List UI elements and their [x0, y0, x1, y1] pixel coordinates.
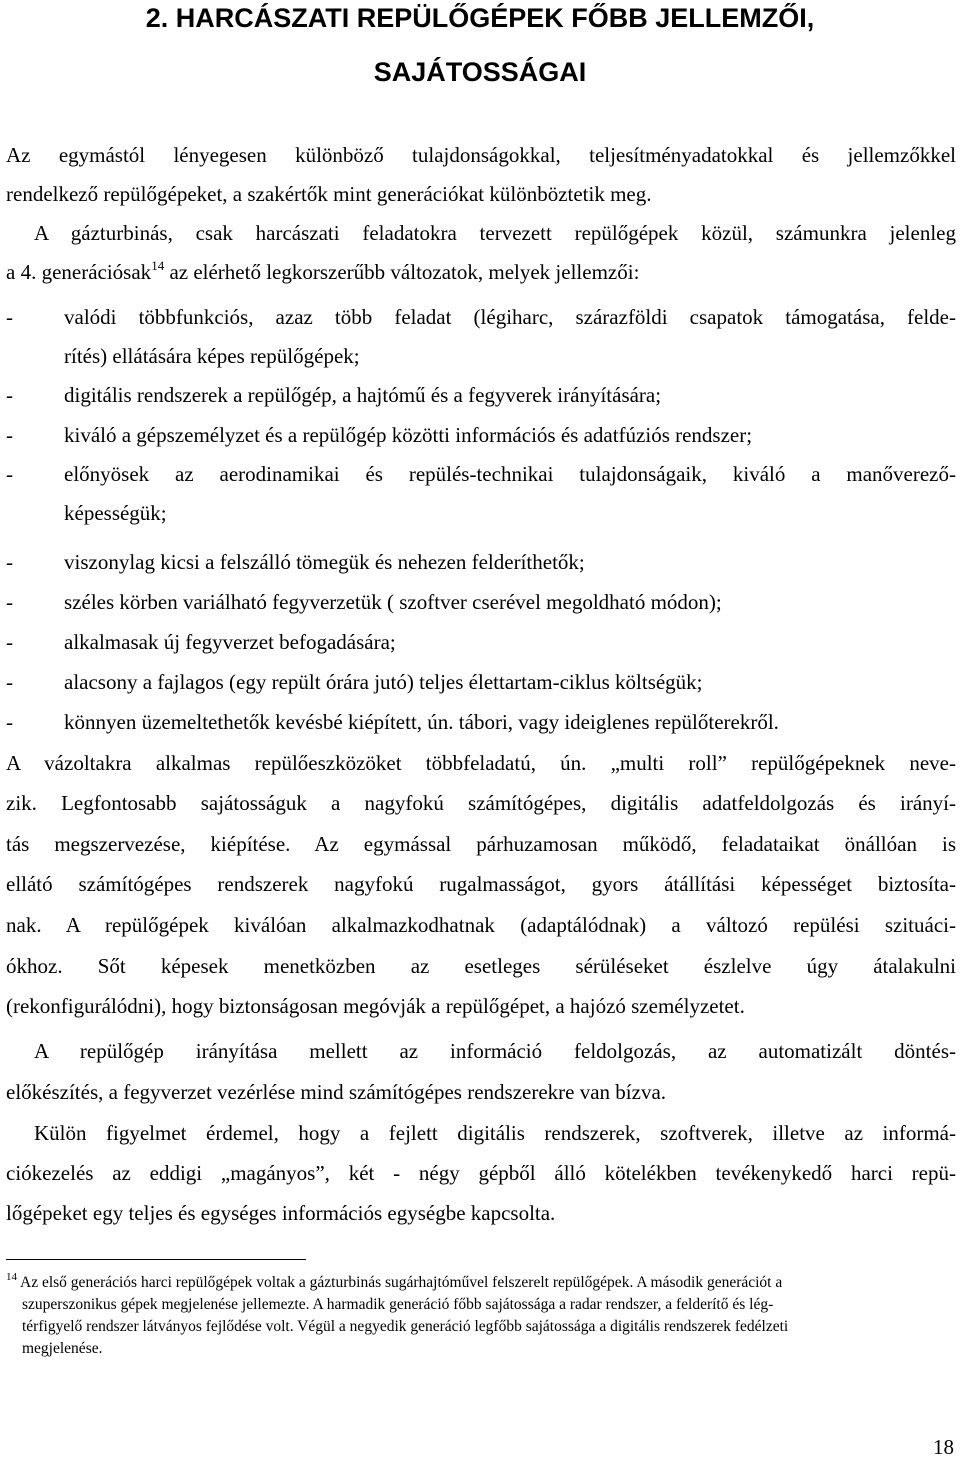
list-bullet: -	[6, 462, 13, 486]
list-item-text: alkalmasak új fegyverzet befogadására;	[64, 630, 396, 654]
text-line: ókhoz. Sőt képesek menetközben az esetleges sérüléseket észlelve úgy átalakulni	[6, 954, 956, 978]
list-bullet: -	[6, 590, 13, 614]
text-line: (rekonfigurálódni), hogy biztonságosan megóvják a repülőgépet, a hajózó személyzetet.	[6, 994, 745, 1018]
list-bullet: -	[6, 670, 13, 694]
text-line: Az egymástól lényegesen különböző tulajdonságokkal, teljesítményadatokkal és jellemzőkkel	[6, 143, 956, 167]
footnote-separator	[6, 1259, 306, 1260]
list-item-text: könnyen üzemeltethetők kevésbé kiépített, ún. tábori, vagy ideiglenes repülőterekről.	[64, 710, 779, 734]
text-line: Külön figyelmet érdemel, hogy a fejlett digitális rendszerek, szoftverek, illetve az informá-	[34, 1121, 956, 1145]
list-item-text: kiváló a gépszemélyzet és a repülőgép közötti információs és adatfúziós rendszer;	[64, 423, 753, 447]
text-line: tás megszervezése, kiépítése. Az egymással párhuzamosan működő, feladataikat önállóan is	[6, 832, 956, 856]
footnote-line: szuperszonikus gépek megjelenése jellemezte. A harmadik generáció főbb sajátossága a radar rendszer, a felderítő és lég-	[22, 1296, 774, 1313]
list-item-text: alacsony a fajlagos (egy repült órára jutó) teljes élettartam-ciklus költségük;	[64, 670, 703, 694]
text-line: rendelkező repülőgépeket, a szakértők mint generációkat különböztetik meg.	[6, 182, 652, 206]
list-item-continuation: rítés) ellátására képes repülőgépek;	[64, 344, 360, 368]
list-item-text: viszonylag kicsi a felszálló tömegük és nehezen felderíthetők;	[64, 550, 585, 574]
list-bullet: -	[6, 550, 13, 574]
footnote-line: megjelenése.	[22, 1340, 103, 1357]
list-bullet: -	[6, 630, 13, 654]
text-line: A repülőgép irányítása mellett az információ feldolgozás, az automatizált döntés-	[34, 1039, 956, 1063]
text-line: A gázturbinás, csak harcászati feladatokra tervezett repülőgépek közül, számunkra jelenleg	[34, 221, 956, 245]
footnote-text: Az első generációs harci repülőgépek voltak a gázturbinás sugárhajtóművel felszerelt repülőgépek. A második generációt a	[17, 1274, 783, 1291]
text-line: előkészítés, a fegyverzet vezérlése mind számítógépes rendszerekre van bízva.	[6, 1080, 667, 1104]
text-span: az elérhető legkorszerűbb változatok, melyek jellemzői:	[164, 260, 640, 284]
footnote-reference: 14	[151, 258, 165, 273]
chapter-title-line-2: SAJÁTOSSÁGAI	[373, 57, 587, 87]
list-item-text: előnyösek az aerodinamikai és repülés-technikai tulajdonságaik, kiváló a manőverező-	[64, 462, 956, 486]
footnote-line: térfigyelő rendszer látványos fejlődése volt. Végül a negyedik generáció legfőbb sajátossága a digitális rendszerek fedélzeti	[22, 1318, 789, 1335]
footnote-line	[6, 1273, 956, 1293]
chapter-title-line-1: 2. HARCÁSZATI REPÜLŐGÉPEK FŐBB JELLEMZŐI,	[145, 3, 815, 33]
text-line: nak. A repülőgépek kiválóan alkalmazkodhatnak (adaptálódnak) a változó repülési szituáci-	[6, 913, 956, 937]
text-line: ciókezelés az eddigi „magányos”, két - négy gépből álló kötelékben tevékenykedő harci repü-	[6, 1161, 956, 1185]
list-item-text: valódi többfunkciós, azaz több feladat (légiharc, szárazföldi csapatok támogatása, felde-	[64, 305, 956, 329]
list-item-text: digitális rendszerek a repülőgép, a hajtómű és a fegyverek irányítására;	[64, 383, 662, 407]
footnote-mark: 14	[6, 1271, 17, 1283]
text-line: ellátó számítógépes rendszerek nagyfokú rugalmasságot, gyors átállítási képességet biztosíta-	[6, 872, 956, 896]
text-line: A vázoltakra alkalmas repülőeszközöket többfeladatú, ún. „multi roll” repülőgépeknek neve-	[6, 751, 956, 775]
text-line	[6, 257, 956, 287]
text-line: zik. Legfontosabb sajátosságuk a nagyfokú számítógépes, digitális adatfeldolgozás és irányí-	[6, 791, 956, 815]
list-item-continuation: képességük;	[64, 501, 167, 525]
page-number: 18	[933, 1435, 954, 1459]
list-bullet: -	[6, 383, 13, 407]
list-bullet: -	[6, 305, 13, 329]
list-bullet: -	[6, 710, 13, 734]
text-line: lőgépeket egy teljes és egységes információs egységbe kapcsolta.	[6, 1201, 556, 1225]
text-span: a 4. generációsak	[6, 260, 152, 284]
list-bullet: -	[6, 423, 13, 447]
list-item-text: széles körben variálható fegyverzetük ( szoftver cserével megoldható módon);	[64, 590, 722, 614]
